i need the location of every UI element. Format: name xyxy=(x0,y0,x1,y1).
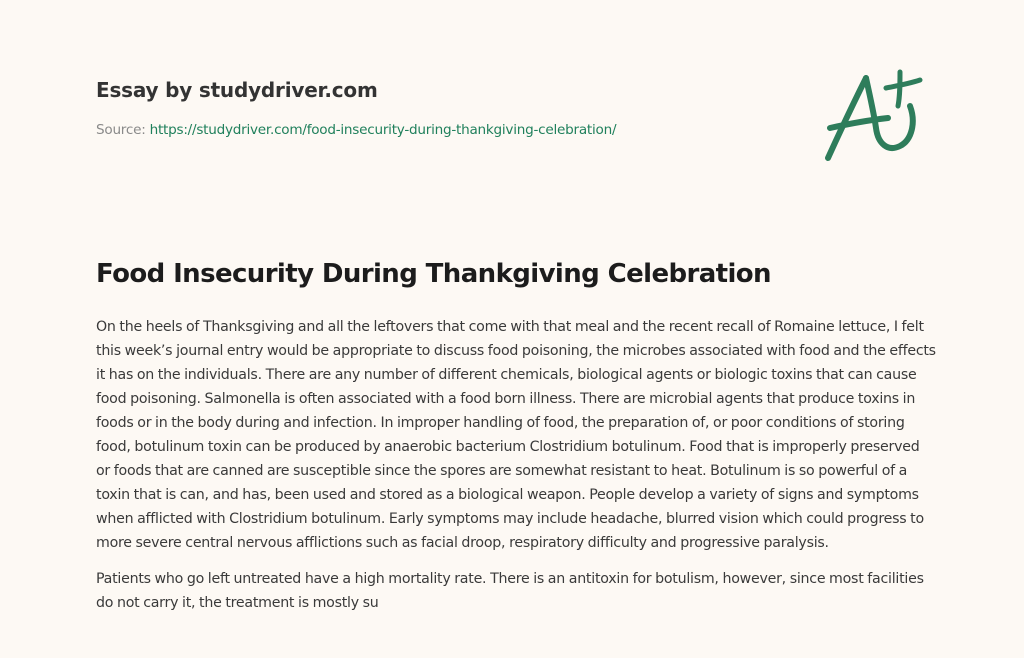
article-paragraph: On the heels of Thanksgiving and all the leftovers that come with that meal and the recent recall of Romaine lettuce, I felt this week’s journal entry would be appropriate to discuss food poisoning, the microbes associated with food and the effects it has on the individuals. There are any number of different chemicals, biological agents or biologic toxins that can cause food poisoning. Salmonella is often associated with a food born illness. There are microbial agents that produce toxins in foods or in the body during and infection. In improper handling of food, the preparation of, or poor conditions of storing food, botulinum toxin can be produced by anaerobic bacterium Clostridium botulinum. Food that is improperly preserved or foods that are canned are susceptible since the spores are somewhat resistant to heat. Botulinum is so powerful of a toxin that is can, and has, been used and stored as a biological weapon. People develop a variety of signs and symptoms when afflicted with Clostridium botulinum. Early symptoms may include headache, blurred vision which could progress to more severe central nervous afflictions such as facial droop, respiratory difficulty and progressive paralysis. xyxy=(96,319,936,551)
article-body xyxy=(96,315,936,627)
article-title: Food Insecurity During Thankgiving Celebration xyxy=(96,259,771,289)
essay-header xyxy=(96,76,796,139)
essay-by-heading: Essay by studydriver.com xyxy=(96,78,378,102)
source-line xyxy=(96,121,796,139)
a-plus-grade-icon xyxy=(818,66,930,164)
article-paragraph: Patients who go left untreated have a high mortality rate. There is an antitoxin for botulism, however, since most facilities do not carry it, the treatment is mostly su xyxy=(96,571,924,611)
source-link[interactable]: https://studydriver.com/food-insecurity-during-thankgiving-celebration/ xyxy=(149,122,617,138)
source-label: Source: xyxy=(96,122,150,138)
